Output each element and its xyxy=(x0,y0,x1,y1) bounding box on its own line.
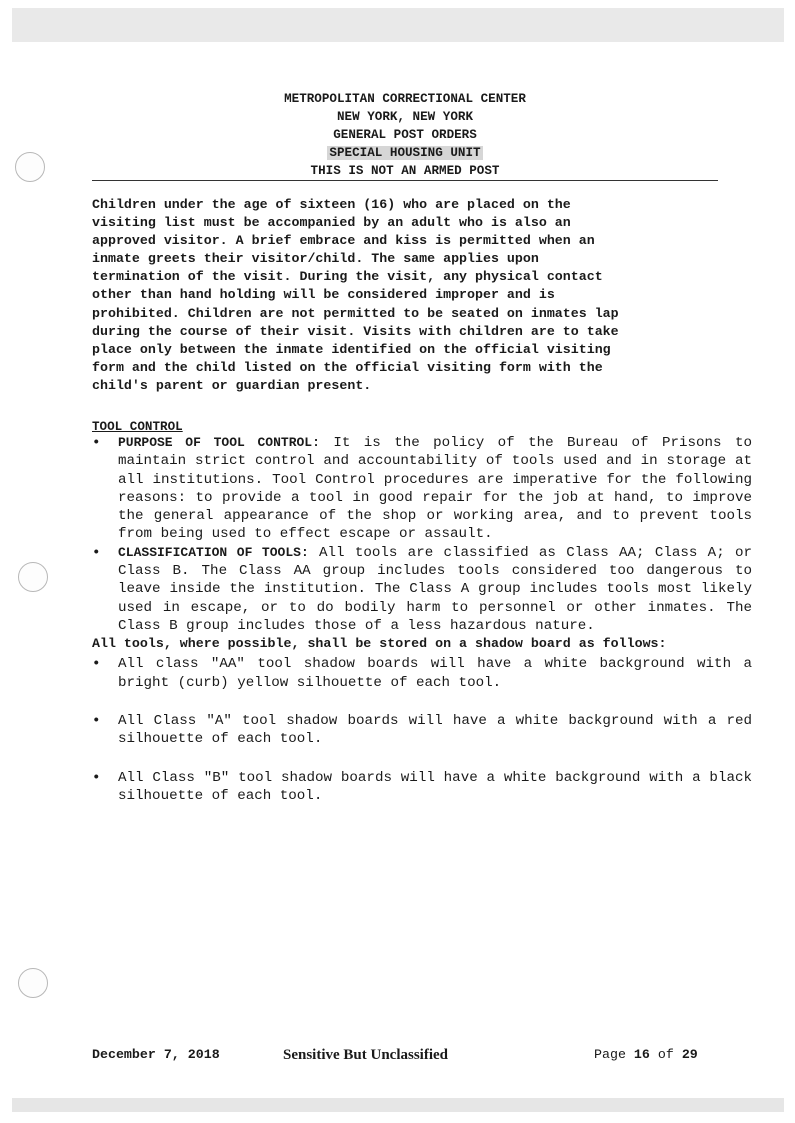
document-header xyxy=(92,90,718,180)
shadow-board-item-b: • All Class "B" tool shadow boards will have a white background with a black silhouette of each tool. xyxy=(92,769,752,804)
header-post-orders: GENERAL POST ORDERS xyxy=(333,128,477,142)
header-unit: SPECIAL HOUSING UNIT xyxy=(329,146,481,160)
scan-bottom-edge xyxy=(12,1098,784,1112)
paragraph-line: form and the child listed on the official visiting form with the xyxy=(92,359,603,375)
purpose-bullet xyxy=(92,434,752,544)
paragraph-line: visiting list must be accompanied by an adult who is also an xyxy=(92,215,571,231)
paragraph-line: child's parent or guardian present. xyxy=(92,377,372,393)
paragraph-line: place only between the inmate identified on the official visiting xyxy=(92,341,611,357)
purpose-text: It is the policy of the Bureau of Prisons to maintain strict control and accountability of tools used and in storage at all institutions. Tool Control procedures are imperative for the following reasons: to provide a tool in good repair for the job at hand, to improve the general appearance of the shop or working area, and to prevent tools from being used to effect escape or assault. xyxy=(118,435,753,543)
shadow-board-item-aa: • All class "AA" tool shadow boards will have a white background with a bright (curb) yellow silhouette of each tool. xyxy=(92,656,752,691)
paragraph-line: inmate greets their visitor/child. The same applies upon xyxy=(92,251,539,267)
tool-control-list xyxy=(92,434,752,805)
shadow-board-item-a: • All Class "A" tool shadow boards will have a white background with a red silhouette of each tool. xyxy=(92,712,752,748)
paragraph-line: other than hand holding will be considered improper and is xyxy=(92,287,555,303)
header-location: NEW YORK, NEW YORK xyxy=(336,110,474,124)
classification-label: CLASSIFICATION OF TOOLS: xyxy=(118,544,309,560)
bullet-icon: • xyxy=(92,656,101,673)
footer-page-number: Page 16 of 29 xyxy=(594,1047,698,1062)
paragraph-line: prohibited. Children are not permitted to be seated on inmates lap xyxy=(92,305,619,321)
bullet-icon: • xyxy=(92,544,101,561)
visiting-children-paragraph xyxy=(92,196,752,395)
paragraph-line: approved visitor. A brief embrace and kiss is permitted when an xyxy=(92,233,595,249)
classification-text: All tools are classified as Class AA; Class A; or Class B. The Class AA group includes tools considered too dangerous to leave inside the institution. The Class A group includes tools most likely used in escape, or to do bodily harm to personnel or other inmates. The Class B group includes those of a less hazardous nature. xyxy=(118,544,753,634)
tool-control-heading: TOOL CONTROL xyxy=(92,420,183,434)
paragraph-line: Children under the age of sixteen (16) who are placed on the xyxy=(92,197,571,212)
header-armed-status: THIS IS NOT AN ARMED POST xyxy=(310,164,500,178)
footer-classification: Sensitive But Unclassified xyxy=(283,1047,449,1063)
footer-date: December 7, 2018 xyxy=(92,1047,220,1062)
bullet-icon: • xyxy=(92,769,101,786)
shadow-board-intro: All tools, where possible, shall be stored on a shadow board as follows: xyxy=(92,636,667,652)
header-unit-line xyxy=(92,144,718,162)
header-rule xyxy=(92,180,718,181)
page-footer xyxy=(92,1047,732,1069)
paragraph-line: termination of the visit. During the visit, any physical contact xyxy=(92,269,603,285)
binder-hole-middle xyxy=(18,562,48,592)
paragraph-line: during the course of their visit. Visits with children are to take xyxy=(92,323,619,339)
scan-top-edge xyxy=(12,8,784,42)
header-facility: METROPOLITAN CORRECTIONAL CENTER xyxy=(284,92,526,106)
purpose-label: PURPOSE OF TOOL CONTROL: xyxy=(118,435,320,450)
bullet-icon: • xyxy=(92,435,101,451)
binder-hole-bottom xyxy=(18,968,48,998)
bullet-icon: • xyxy=(92,712,101,729)
classification-bullet xyxy=(92,544,752,635)
binder-hole-top xyxy=(15,152,45,182)
